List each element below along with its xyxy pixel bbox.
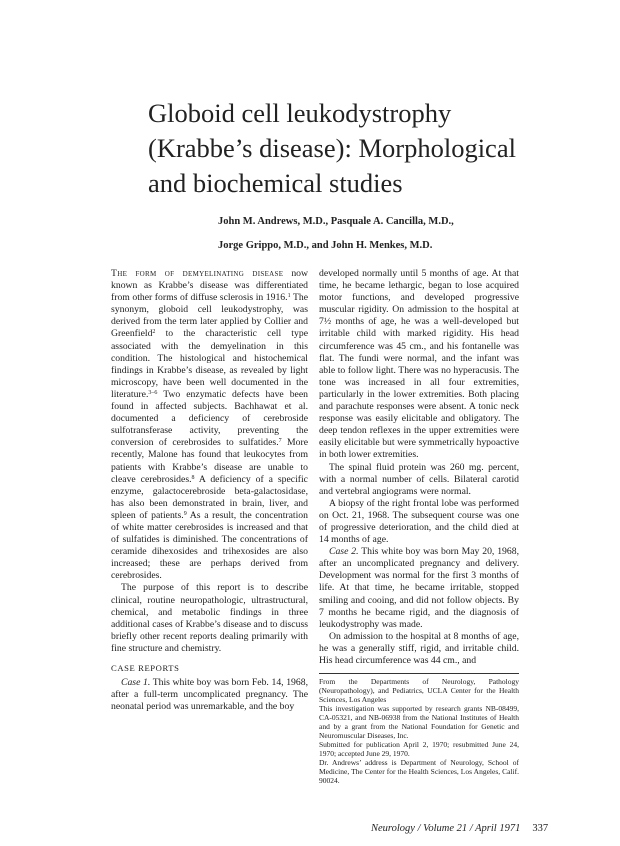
case-1-label: Case 1. — [121, 677, 151, 689]
footnote-affiliation: From the Departments of Neurology, Pathology (Neuropathology), and Pediatrics, UCLA Center for the Health Sciences, Los Angeles — [319, 677, 519, 705]
case-1-paragraph: Case 1. This white boy was born Feb. 14, 1968, after a full-term uncomplicated pregnancy. The neonatal period was unremarkable, and the boy — [111, 677, 308, 713]
page-footer — [371, 823, 548, 834]
footnote-divider — [319, 673, 519, 674]
section-heading-case-reports: CASE REPORTS — [111, 663, 180, 673]
footnote-submission: Submitted for publication April 2, 1970; resubmitted June 24, 1970; accepted June 29, 1970. — [319, 740, 519, 759]
authors-line-1: John M. Andrews, M.D., Pasquale A. Cancilla, M.D., — [218, 216, 454, 227]
csf-paragraph: The spinal fluid protein was 260 mg. percent, with a normal number of cells. Bilateral carotid and vertebral angiograms were normal. — [319, 461, 519, 497]
left-column — [111, 268, 308, 713]
title-line-1: Globoid cell leukodystrophy — [148, 98, 452, 128]
admission-paragraph: On admission to the hospital at 8 months of age, he was a generally stiff, rigid, and irritable child. His head circumference was 44 cm., and — [319, 630, 519, 666]
reference-marker: 1 — [287, 293, 291, 300]
case-2-paragraph: Case 2. This white boy was born May 20, 1968, after an uncomplicated pregnancy and delivery. Development was normal for the first 3 months of life. At that time, he became irritable, stopped smiling and cooing, and did not follow objects. By 7 months he became rigid, and the diagnosis of leukodystrophy was made. — [319, 546, 520, 630]
right-column — [319, 268, 519, 785]
case-1-continued: developed normally until 5 months of age. At that time, he became lethargic, began to lose acquired motor functions, and developed progressive muscular rigidity. On admission to the hospital at 7½ months of age, he was a well-developed but irritable child with marked rigidity. His head circumference was 45 cm., and his fontanelle was flat. The fundi were normal, and the infant was able to follow light. There was no hyperacusis. The tone was increased in all four extremities, particularly in the lower extremities. Both placing and parachute responses were absent. A tonic neck response was easily elicitable and obligatory. The deep tendon reflexes in the upper extremities were easily elicitable but were symmetrically hypoactive in both lower extremities. — [319, 268, 519, 461]
reference-marker: 7 — [278, 438, 282, 445]
title-line-2: (Krabbe’s disease): Morphological — [148, 133, 516, 163]
reference-marker: 3–6 — [148, 389, 158, 396]
title-line-3: and biochemical studies — [148, 168, 403, 198]
reference-marker: 9 — [183, 510, 187, 517]
authors-line-2: Jorge Grippo, M.D., and John H. Menkes, M.D. — [218, 240, 433, 251]
author-list — [218, 210, 548, 258]
intro-lead: The form of demyelinating disease — [111, 268, 284, 279]
intro-paragraph: The form of demyelinating disease now known as Krabbe’s disease was differentiated from other forms of diffuse sclerosis in 1916.$^1$ The synonym, globoid cell leukodystrophy, was derived from the term later applied by Collier and Greenfield$^2$ to the characteristic cell type associated with the demyelination in this condition. The histological and histochemical findings in Krabbe’s disease, as revealed by light microscopy, have been well documented in the literature.$^{3-6}$ Two enzymatic defects have been found in affected subjects. Bachhawat et al. documented a deficiency of cerebroside sulfotransferase activity, preventing the conversion of cerebrosides to sulfatides.$^7$ More recently, Malone has found that leukocytes from patients with Krabbe’s disease are unable to cleave cerebrosides.$^8$ A deficiency of a specific enzyme, galactocerebroside beta-galactosidase, has also been demonstrated in brain, liver, and spleen of patients.$^9$ As a result, the concentration of white matter cerebrosides is increased and that of sulfatides is diminished. The concentrations of ceramide dihexosides and trihexosides are also increased; these are perhaps derived from cerebrosides. — [111, 268, 309, 582]
case-2-label: Case 2. — [329, 546, 359, 558]
reference-marker: 8 — [191, 474, 195, 481]
article-title — [148, 96, 548, 201]
purpose-paragraph: The purpose of this report is to describe clinical, routine neuropathologic, ultrastructural, chemical, and metabolic findings in three additional cases of Krabbe’s disease and to discuss briefly other recent reports dealing primarily with fine structure and chemistry. — [111, 582, 308, 654]
biopsy-paragraph: A biopsy of the right frontal lobe was performed on Oct. 21, 1968. The subsequent course was one of progressive deterioration, and the child died at 14 months of age. — [319, 497, 519, 546]
footnote-address: Dr. Andrews’ address is Department of Neurology, School of Medicine, The Center for the Health Sciences, Los Angeles, Calif. 90024. — [319, 758, 519, 786]
page-number: 337 — [532, 823, 549, 834]
footnote-funding: This investigation was supported by research grants NB-08499, CA-05321, and NB-06938 from the National Institutes of Health and by a grant from the National Foundation for Genetic and Neuromuscular Diseases, Inc. — [319, 704, 519, 741]
reference-marker: 2 — [152, 329, 156, 336]
journal-citation: Neurology / Volume 21 / April 1971 — [371, 823, 521, 834]
